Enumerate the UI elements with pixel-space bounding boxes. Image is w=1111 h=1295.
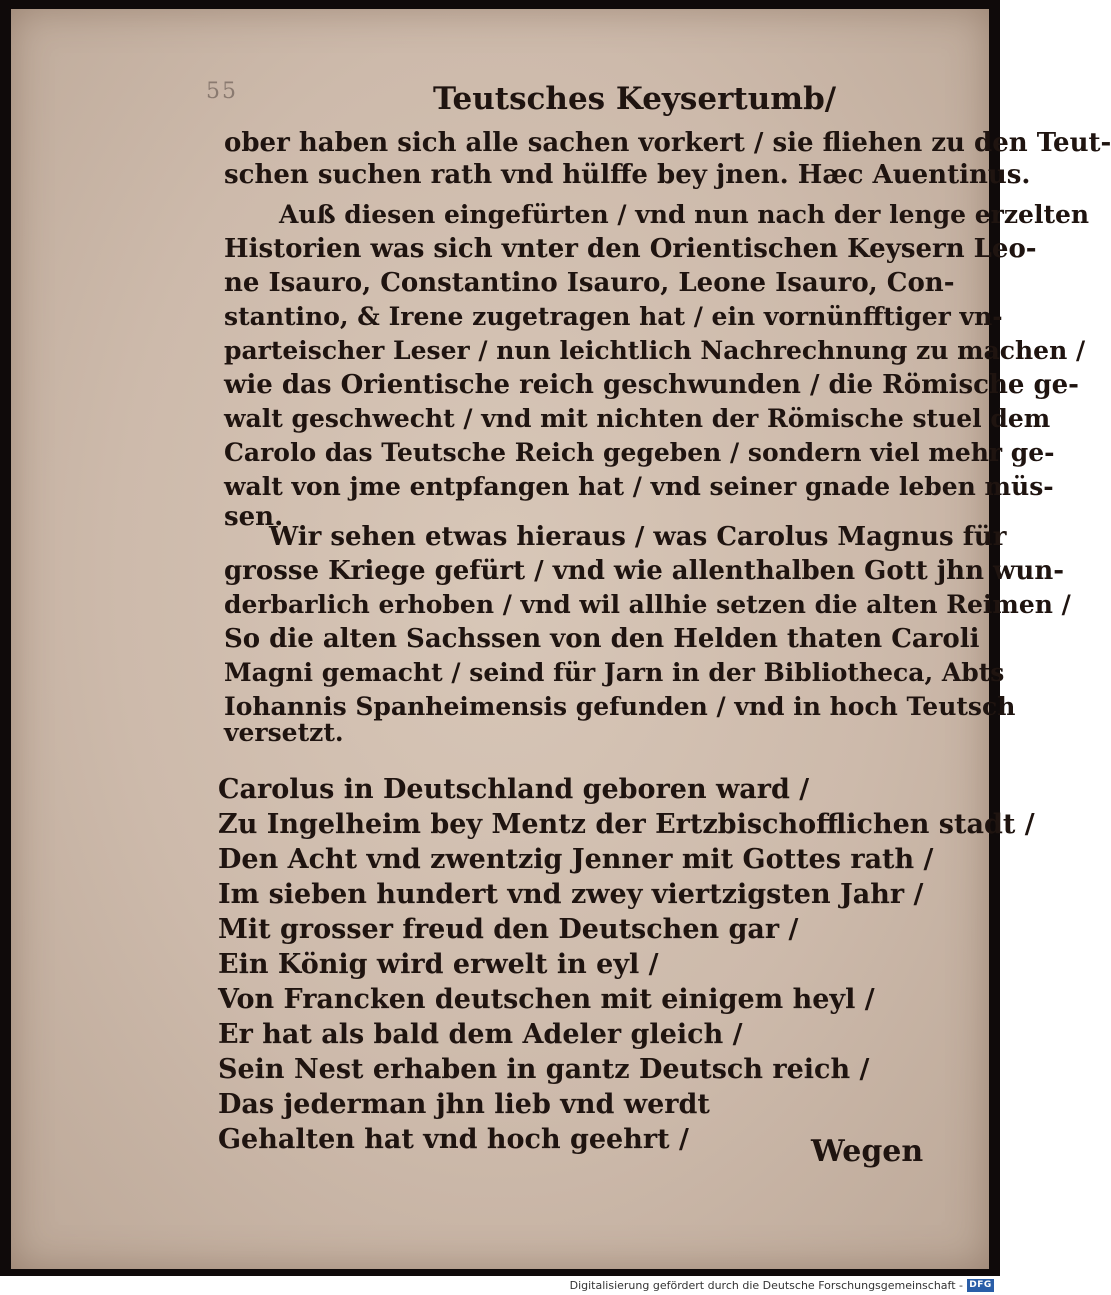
text-line: Iohannis Spanheimensis gefunden / vnd in hoch Teutsch: [224, 692, 1016, 721]
text-line: ober haben sich alle sachen vorkert / sie fliehen zu den Teut-: [224, 128, 1111, 158]
text-line: ne Isauro, Constantino Isauro, Leone Isauro, Con-: [224, 268, 955, 298]
verse-line: Den Acht vnd zwentzig Jenner mit Gottes rath /: [218, 844, 934, 875]
text-line: versetzt.: [224, 718, 344, 747]
verse-line: Mit grosser freud den Deutschen gar /: [218, 914, 799, 945]
dfg-logo: DFG: [967, 1279, 994, 1292]
verse-line: Gehalten hat vnd hoch geehrt /: [218, 1124, 689, 1155]
text-line: sen.: [224, 502, 284, 532]
text-line: Carolo das Teutsche Reich gegeben / sondern viel mehr ge-: [224, 438, 1055, 467]
verse-line: Sein Nest erhaben in gantz Deutsch reich /: [218, 1054, 870, 1085]
text-line: stantino, & Irene zugetragen hat / ein vornünfftiger vn-: [224, 302, 1003, 331]
text-line: Wir sehen etwas hieraus / was Carolus Magnus für: [269, 522, 1007, 552]
text-line: Auß diesen eingefürten / vnd nun nach der lenge erzelten: [279, 200, 1090, 229]
text-line: grosse Kriege gefürt / vnd wie allenthalben Gott jhn wun-: [224, 556, 1065, 586]
verse-line: Zu Ingelheim bey Mentz der Ertzbischofflichen stadt /: [218, 809, 1035, 840]
verse-line: Von Francken deutschen mit einigem heyl /: [218, 984, 875, 1015]
verse-line: Das jederman jhn lieb vnd werdt: [218, 1089, 710, 1120]
text-line: walt geschwecht / vnd mit nichten der Römische stuel dem: [224, 404, 1051, 433]
running-head: Teutsches Keysertumb/: [433, 81, 837, 117]
verse-line: Ein König wird erwelt in eyl /: [218, 949, 659, 980]
text-line: walt von jme entpfangen hat / vnd seiner gnade leben müs-: [224, 472, 1054, 501]
text-line: Historien was sich vnter den Orientischen Keysern Leo-: [224, 234, 1037, 264]
text-line: Magni gemacht / seind für Jarn in der Bibliotheca, Abts: [224, 658, 1005, 687]
digitization-credit: Digitalisierung gefördert durch die Deutsche Forschungsgemeinschaft -: [569, 1279, 963, 1292]
book-page: [11, 9, 1111, 1269]
verse-line: Er hat als bald dem Adeler gleich /: [218, 1019, 743, 1050]
text-line: schen suchen rath vnd hülffe bey jnen. Hæc Auentinus.: [224, 160, 1031, 190]
text-line: parteischer Leser / nun leichtlich Nachrechnung zu machen /: [224, 336, 1086, 365]
text-line: derbarlich erhoben / vnd wil allhie setzen die alten Reimen /: [224, 590, 1071, 619]
page-number: 55: [206, 79, 238, 104]
verse-line: Im sieben hundert vnd zwey viertzigsten Jahr /: [218, 879, 924, 910]
catchword: Wegen: [811, 1134, 924, 1169]
text-line: wie das Orientische reich geschwunden / die Römische ge-: [224, 370, 1079, 400]
text-line: So die alten Sachssen von den Helden thaten Caroli: [224, 624, 980, 654]
verse-line: Carolus in Deutschland geboren ward /: [218, 774, 810, 805]
